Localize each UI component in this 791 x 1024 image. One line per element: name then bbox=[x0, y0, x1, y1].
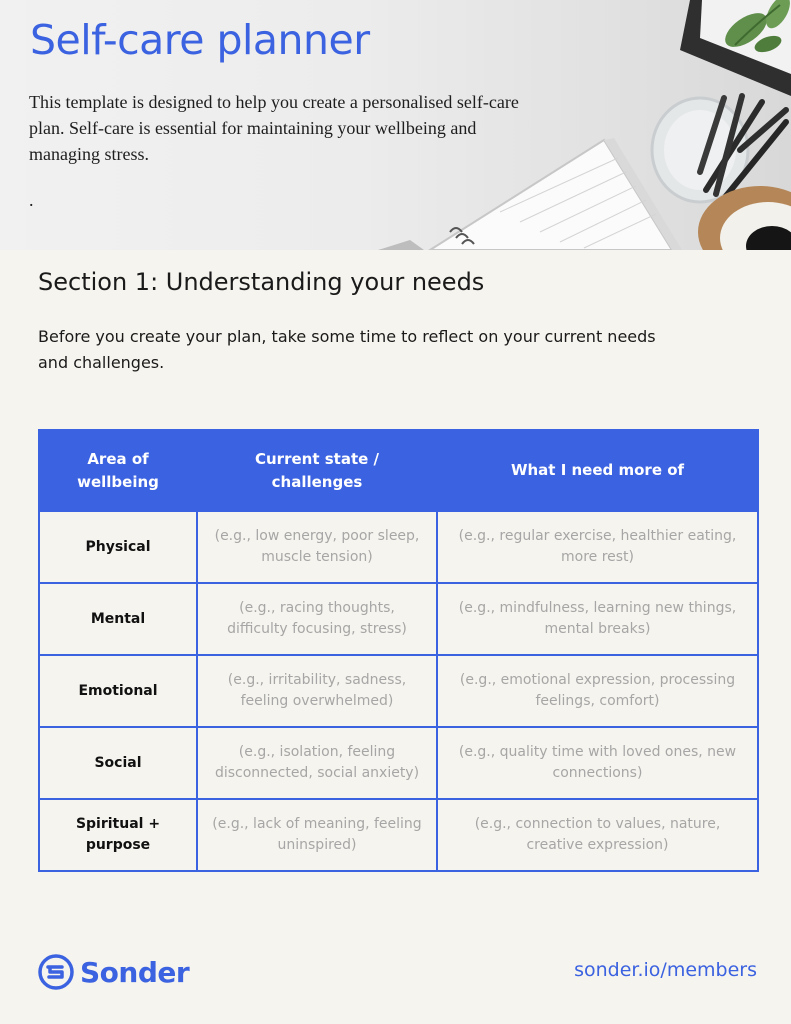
needs-table bbox=[38, 429, 759, 872]
section-intro: Before you create your plan, take some time to reflect on your current needs and challenges. bbox=[38, 327, 656, 372]
need-more-cell[interactable]: (e.g., quality time with loved ones, new connections) bbox=[437, 727, 758, 799]
table-header-row bbox=[39, 430, 758, 511]
area-cell: Spiritual + purpose bbox=[39, 799, 197, 871]
need-more-cell[interactable]: (e.g., connection to values, nature, creative expression) bbox=[437, 799, 758, 871]
table-row bbox=[39, 727, 758, 799]
need-more-cell[interactable]: (e.g., mindfulness, learning new things, mental breaks) bbox=[437, 583, 758, 655]
area-cell: Physical bbox=[39, 511, 197, 583]
table-row bbox=[39, 799, 758, 871]
column-header-current: Current state / challenges bbox=[197, 430, 437, 511]
intro-paragraph: This template is designed to help you create a personalised self-care plan. Self-care is essential for maintaining your wellbeing and managing stress. bbox=[29, 92, 519, 164]
table-row bbox=[39, 583, 758, 655]
table-row bbox=[39, 655, 758, 727]
table-row bbox=[39, 511, 758, 583]
need-more-cell[interactable]: (e.g., regular exercise, healthier eating, more rest) bbox=[437, 511, 758, 583]
page-title: Self-care planner bbox=[30, 16, 370, 64]
members-link[interactable]: sonder.io/members bbox=[574, 959, 757, 981]
current-state-cell[interactable]: (e.g., low energy, poor sleep, muscle tension) bbox=[197, 511, 437, 583]
header-banner bbox=[0, 0, 791, 250]
brand-name: Sonder bbox=[80, 955, 190, 989]
current-state-cell[interactable]: (e.g., racing thoughts, difficulty focusing, stress) bbox=[197, 583, 437, 655]
sonder-s-logo-icon bbox=[38, 954, 74, 990]
needs-table-container bbox=[38, 429, 757, 872]
current-state-cell[interactable]: (e.g., isolation, feeling disconnected, social anxiety) bbox=[197, 727, 437, 799]
section-title: Section 1: Understanding your needs bbox=[38, 268, 485, 296]
stray-dot: . bbox=[29, 190, 34, 210]
column-header-need: What I need more of bbox=[437, 430, 758, 511]
area-cell: Mental bbox=[39, 583, 197, 655]
current-state-cell[interactable]: (e.g., irritability, sadness, feeling overwhelmed) bbox=[197, 655, 437, 727]
sonder-logo[interactable] bbox=[38, 954, 189, 990]
column-header-area: Area of wellbeing bbox=[39, 430, 197, 511]
current-state-cell[interactable]: (e.g., lack of meaning, feeling uninspired) bbox=[197, 799, 437, 871]
need-more-cell[interactable]: (e.g., emotional expression, processing feelings, comfort) bbox=[437, 655, 758, 727]
area-cell: Emotional bbox=[39, 655, 197, 727]
area-cell: Social bbox=[39, 727, 197, 799]
